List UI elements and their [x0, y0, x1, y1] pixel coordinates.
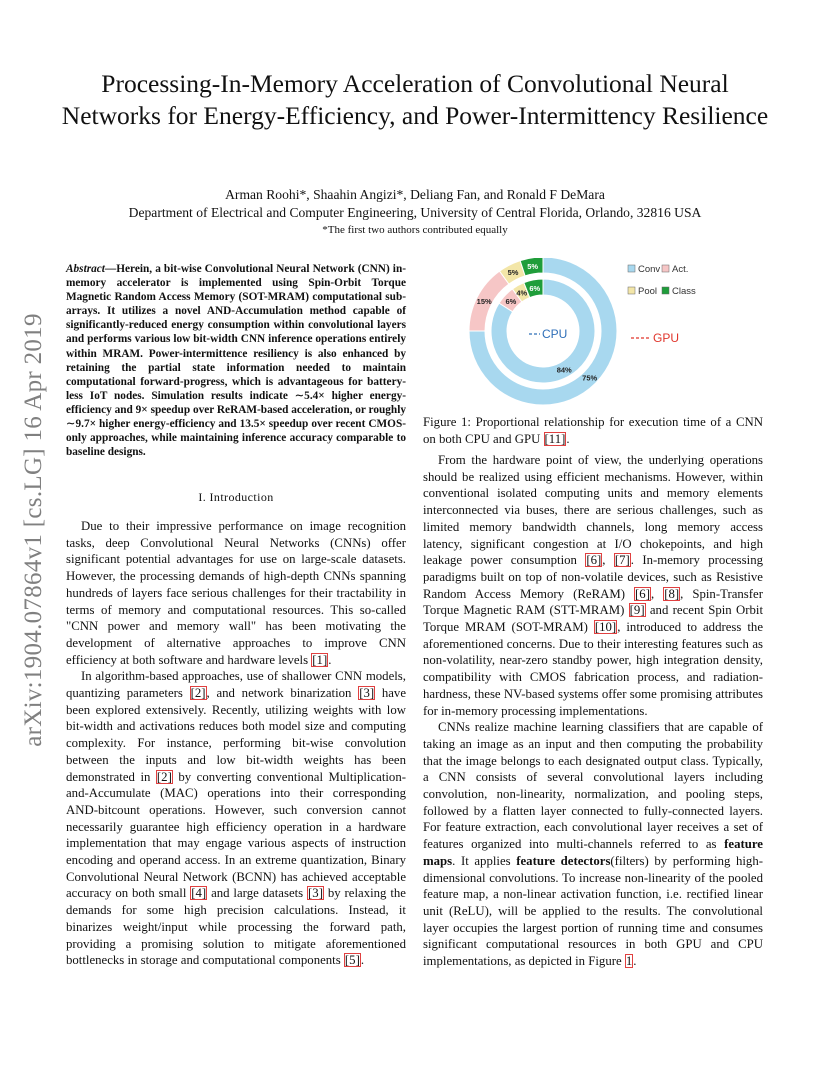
- text-run: , introduced to address the aforementioned concerns. Due to their interesting features such as non-volatility, near-zero standby power, high integration density, compatibility with CMOS fabrication process, and radiation-hardness, these NV-based systems offer some promising attributes for in-memory processing implementations.: [423, 620, 763, 718]
- citation-link[interactable]: [11]: [544, 431, 566, 446]
- abstract-label: Abstract: [66, 263, 105, 275]
- legend-label: Class: [672, 286, 696, 297]
- authors: Arman Roohi*, Shaahin Angizi*, Deliang Fan, and Ronald F DeMara: [225, 187, 605, 202]
- text-run: , and network binarization: [206, 686, 359, 701]
- text-run: Figure 1: Proportional relationship for execution time of a CNN on both CPU and GPU: [423, 415, 763, 446]
- text-run: Due to their impressive performance on image recognition tasks, deep Convolutional Neural Networks (CNNs) offer significant potential advantages for use on large-scale datasets. However, the processing demands of high-depth CNNs spanning hundreds of layers face serious challenges for their tractability in terms of memory and computational resources. This so-called "CNN power and memory wall" has been motivating the development of alternative approaches to improve CNN efficiency at both software and hardware levels: [66, 519, 406, 667]
- abstract-text: —Herein, a bit-wise Convolutional Neural Network (CNN) in-memory accelerator is implemented using Spin-Orbit Torque Magnetic Random Access Memory (SOT-MRAM) computational sub-arrays. It utilizes a novel AND-Accumulation method capable of significantly-reduced energy consumption within convolutional layers and performs various low bit-width CNN inference operations entirely within MRAM. Power-intermittence resiliency is also enhanced by retaining the partial state information needed to maintain computational forward-progress, which is advantageous for battery-less IoT nodes. Simulation results indicate ∼5.4× higher energy-efficiency and 9× speedup over ReRAM-based acceleration, or roughly ∼9.7× higher energy-efficiency and 13.5× speedup over recent CMOS-only approaches, while maintaining inference accuracy comparable to baseline designs.: [66, 263, 406, 459]
- author-note: *The first two authors contributed equally: [322, 224, 508, 236]
- paragraph: [66, 518, 406, 668]
- slice-label: 5%: [507, 268, 519, 278]
- text-run: .: [633, 954, 637, 969]
- legend-swatch: [628, 287, 635, 294]
- text-run: ,: [650, 586, 664, 601]
- paragraph: [66, 668, 406, 969]
- citation-link[interactable]: [3]: [359, 686, 375, 701]
- text-run: , Spin-Transfer Torque Magnetic RAM (STT-MRAM): [423, 586, 763, 618]
- abstract: [66, 262, 406, 459]
- legend-swatch: [662, 287, 669, 294]
- slice-label: 5%: [527, 261, 539, 271]
- citation-link[interactable]: [7]: [614, 553, 630, 568]
- text-run: by converting conventional Multiplication-and-Accumulate (MAC) operations into their corresponding AND-bitcount operations. However, such conversion cannot necessarily guarantee high efficiency operation in a hardware implementation that may engage various aspects of instruction encoding and operand access. In an extreme quantization, Binary Convolutional Neural Network (BCNN) has achieved acceptable accuracy on both small: [66, 769, 406, 901]
- citation-link[interactable]: [9]: [629, 603, 645, 618]
- citation-link[interactable]: [10]: [594, 620, 617, 635]
- text-run: . It applies: [452, 853, 517, 868]
- citation-link[interactable]: [2]: [156, 769, 172, 784]
- citation-link[interactable]: [6]: [586, 553, 602, 568]
- legend-label: Pool: [638, 286, 658, 297]
- text-run: (filters) by performing high-dimensional convolutions. To increase non-linearity of the pooled feature map, a non-linear activation function, i.e. rectified linear unit (ReLU), will be applied to the results. The convolutional layer occupies the largest portion of running time and consumes significant computational resources in both GPU and CPU implementations, as depicted in Figure: [423, 853, 763, 969]
- paper-title: Processing-In-Memory Acceleration of Convolutional Neural Networks for Energy-Efficiency, and Power-Intermittency Resilience: [61, 69, 769, 130]
- legend-label: Conv: [638, 264, 661, 275]
- keyword: feature detectors: [516, 853, 611, 868]
- left-column-body: [66, 518, 406, 969]
- arxiv-stamp: [8, 150, 60, 910]
- text-run: and recent Spin Orbit Torque MRAM (SOT-MRAM): [423, 603, 764, 635]
- text-run: .: [328, 652, 332, 667]
- slice-label: 6%: [529, 283, 541, 293]
- affiliation: Department of Electrical and Computer Engineering, University of Central Florida, Orlando, 32816 USA: [128, 205, 702, 220]
- paragraph: [423, 719, 763, 970]
- slice-label: 15%: [476, 297, 492, 307]
- figure-ref-link[interactable]: 1: [625, 954, 633, 969]
- text-run: In algorithm-based approaches, use of shallower CNN models, quantizing parameters: [66, 669, 406, 701]
- citation-link[interactable]: [6]: [635, 586, 650, 601]
- right-column-body: [423, 452, 763, 970]
- citation-link[interactable]: [5]: [344, 953, 360, 968]
- figure-caption: [423, 414, 763, 447]
- legend-swatch: [628, 265, 635, 272]
- text-run: have been explored extensively. Recently, utilizing weights with low bit-width and activations reduces both model size and computing complexity. For instance, performing bit-wise convolution between the inputs and low bit-width weights has been demonstrated in: [66, 686, 406, 784]
- section-heading-introduction: I. Introduction: [198, 490, 274, 504]
- keyword: feature maps: [423, 837, 763, 868]
- series-label-cpu: CPU: [542, 327, 568, 341]
- text-run: .: [566, 431, 570, 446]
- slice-label: 75%: [582, 373, 598, 383]
- text-run: .: [360, 953, 365, 968]
- arxiv-id: arXiv:1904.07864v1 [cs.LG] 16 Apr 2019: [20, 313, 47, 747]
- citation-link[interactable]: [4]: [191, 886, 207, 901]
- slice-label: 4%: [516, 288, 528, 298]
- text-run: ,: [602, 553, 614, 568]
- citation-link[interactable]: [8]: [664, 586, 680, 601]
- text-run: and large datasets: [207, 886, 308, 901]
- legend-swatch: [662, 265, 669, 272]
- text-run: by relaxing the demands for some high precision calculations. Instead, it binarizes weight/input while processing the forward path, providing a promising solution to mitigate aforementioned bottlenecks in storage and computational components: [66, 886, 406, 968]
- legend-label: Act.: [672, 264, 689, 275]
- paragraph: [423, 452, 763, 719]
- series-label-gpu: GPU: [653, 331, 680, 345]
- slice-label: 6%: [505, 296, 517, 306]
- citation-link[interactable]: [2]: [190, 686, 206, 701]
- citation-link[interactable]: [3]: [308, 886, 323, 901]
- figure-1-donut-chart: [420, 258, 765, 408]
- slice-label: 84%: [556, 365, 572, 375]
- text-run: From the hardware point of view, the underlying operations should be realized using efficient mechanisms. However, within conventional isolated computing units and memory elements interconnected via buses, there are serious challenges, such as limited memory bandwidth channels, long memory access latency, significant congestion at I/O chokepoints, and high leakage power consumption: [423, 453, 763, 568]
- chart-legend: [628, 264, 696, 297]
- text-run: . In-memory processing paradigms built on top of non-volatile devices, such as Resistive Random Access Memory (ReRAM): [423, 553, 763, 601]
- text-run: CNNs realize machine learning classifiers that are capable of taking an image as an input and then computing the probability that the image belongs to each designated output class. Typically, a CNN consists of several convolutional layers including convolution, non-linearity, normalization, and pooling steps, followed by a flatten layer connected to fully-connected layers. For feature extraction, each convolutional layer receives a set of features organized into multi-channels referred to as: [423, 720, 763, 852]
- citation-link[interactable]: [1]: [312, 652, 328, 667]
